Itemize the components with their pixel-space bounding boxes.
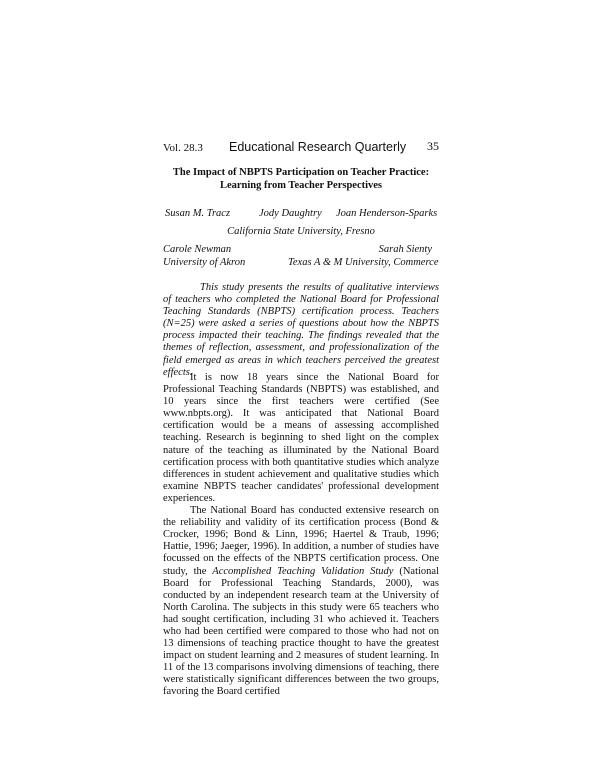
author-block-sienty xyxy=(288,244,439,269)
affiliation-fresno: California State University, Fresno xyxy=(227,226,375,237)
affiliation-akron: University of Akron xyxy=(163,256,246,268)
author-daughtry: Jody Daughtry xyxy=(259,208,322,219)
running-header xyxy=(163,140,439,156)
body-text xyxy=(163,372,439,699)
author-henderson-sparks: Joan Henderson-Sparks xyxy=(336,208,438,219)
title-line-2: Learning from Teacher Perspectives xyxy=(219,179,383,191)
abstract xyxy=(163,282,439,379)
journal-title: Educational Research Quarterly xyxy=(229,140,407,154)
article-title xyxy=(163,167,439,192)
author-newman: Carole Newman xyxy=(163,244,232,255)
study-title: Accomplished Teaching Validation Study xyxy=(212,565,394,577)
title-line-1: The Impact of NBPTS Participation on Teacher Practice: xyxy=(172,167,430,178)
paragraph-2-part-a: The National Board has conducted extensive research on the reliability and validity of its certification process (Bond & Crocker, 1996; Bond & Linn, 1996; Haertel & Traub, 1996; Hattie, 1996; Jaeger, 1996). In addition, a number of studies have focussed on the effects of the NBPTS certification process. One study, the xyxy=(163,505,439,577)
abstract-text: This study presents the results of qualitative interviews of teachers who completed the National Board for Professional Teaching Standards (NBPTS) certification process. Teachers (N=25) were asked a series of questions about how the NBPTS process impacted their teaching. The findings revealed that the themes of reflection, assessment, and professionalization of the field emerged as areas in which teachers perceived the greatest effects. xyxy=(163,282,439,378)
paragraph-2 xyxy=(163,505,439,699)
author-block-newman xyxy=(163,244,245,269)
author-tracz: Susan M. Tracz xyxy=(165,208,231,219)
volume-number: Vol. 28.3 xyxy=(163,142,203,154)
author-sienty: Sarah Sienty xyxy=(378,244,432,255)
affiliation-texas: Texas A & M University, Commerce xyxy=(288,256,439,268)
paragraph-2-part-b: (National Board for Professional Teaching Standards, 2000), was conducted by an independent research team at the University of North Carolina. The subjects in this study were 65 teachers who had sought certification, including 31 who achieved it. Teachers who had been certified were compared to those who had not on 13 dimensions of teaching practice thought to have the greatest impact on student learning and 2 measures of student learning. In 11 of the 13 comparisons involving dimensions of teaching, there were statistically significant differences between the two groups, favoring the Board certified xyxy=(163,565,440,698)
paragraph-1: It is now 18 years since the National Board for Professional Teaching Standards (NBPTS) was established, and 10 years since the first teachers were certified (See www.nbpts.org). It was anticipated that National Board certification would be a means of assessing accomplished teaching. Research is beginning to shed light on the complex nature of the teaching as illuminated by the National Board certification process with both quantitative studies which analyze differences in student achievement and qualitative studies which examine NBPTS teacher candidates' professional development experiences. xyxy=(163,372,439,504)
page-number: 35 xyxy=(427,139,439,153)
